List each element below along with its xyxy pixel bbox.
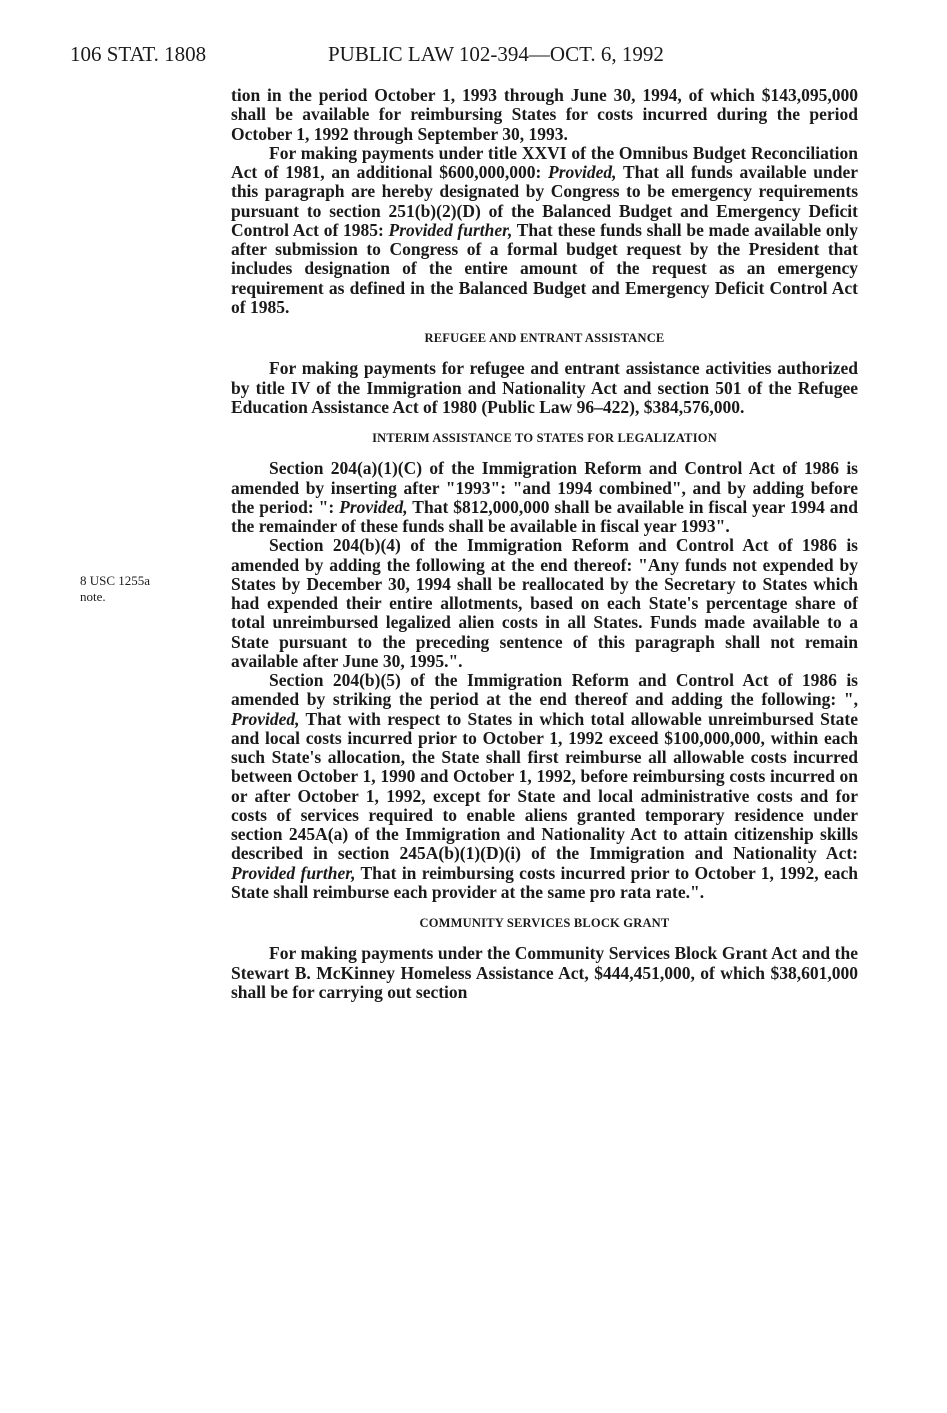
paragraph-204a: Section 204(a)(1)(C) of the Immigration Reform and Control Act of 1986 is amended by inserting after "1993": "and 1994 combined", and by adding before the period: ": Provided, That $812,000,000 shall be available in fiscal year 1994 and the remainder of these funds shall be available in fiscal year 1993". <box>231 458 858 536</box>
law-title: PUBLIC LAW 102-394—OCT. 6, 1992 <box>328 42 664 66</box>
section-heading-legalization: INTERIM ASSISTANCE TO STATES FOR LEGALIZATION <box>372 431 717 445</box>
margin-note <box>80 573 220 605</box>
paragraph-204b5: Section 204(b)(5) of the Immigration Reform and Control Act of 1986 is amended by striking the period at the end thereof and adding the following: ", Provided, That with respect to States in which total allowable unreimbursed State and local costs incurred prior to October 1, 1992 exceed $100,000,000, within each such State's allocation, the State shall first reimburse all allowable costs incurred between October 1, 1990 and October 1, 1992, before reimbursing costs incurred on or after October 1, 1992, except for State and local administrative costs and for costs of services required to enable aliens granted temporary residence under section 245A(a) of the Immigration and Nationality Act to attain citizenship skills described in section 245A(b)(1)(D)(i) of the Immigration and Nationality Act: Provided further, That in reimbursing costs incurred prior to October 1, 1992, each State shall reimburse each provider at the same pro rata rate.". <box>231 670 858 902</box>
section-heading-community: COMMUNITY SERVICES BLOCK GRANT <box>419 916 670 930</box>
body-text <box>231 86 858 1002</box>
paragraph-community: For making payments under the Community Services Block Grant Act and the Stewart B. McKinney Homeless Assistance Act, $444,451,000, of which $38,601,000 shall be for carrying out section <box>231 943 858 1002</box>
paragraph-omnibus: For making payments under title XXVI of the Omnibus Budget Reconciliation Act of 1981, an additional $600,000,000: Provided, That all funds available under this paragraph are hereby designated by Congress to be emergency requirements pursuant to section 251(b)(2)(D) of the Balanced Budget and Emergency Deficit Control Act of 1985: Provided further, That these funds shall be made available only after submission to Congress of a formal budget request by the President that includes designation of the entire amount of the request as an emergency requirement as defined in the Balanced Budget and Emergency Deficit Control Act of 1985. <box>231 142 859 317</box>
paragraph-204b4: Section 204(b)(4) of the Immigration Reform and Control Act of 1986 is amended by adding the following at the end thereof: "Any funds not expended by States by December 30, 1994 shall be reallocated by the Secretary to States which had expended their entire allotments, based on each State's percentage share of total unreimbursed legalized alien costs in all States. Funds made available to a State pursuant to the preceding sentence of this paragraph shall not remain available after June 30, 1995.". <box>231 535 858 671</box>
paragraph-refugee: For making payments for refugee and entrant assistance activities authorized by title IV of the Immigration and Nationality Act and section 501 of the Refugee Education Assistance Act of 1980 (Public Law 96–422), $384,576,000. <box>231 358 858 417</box>
page-header <box>70 42 880 68</box>
paragraph-continuation: tion in the period October 1, 1993 through June 30, 1994, of which $143,095,000 shall be available for reimbursing States for costs incurred during the period October 1, 1992 through September 30, 1993. <box>231 85 858 144</box>
stat-reference: 106 STAT. 1808 <box>70 42 207 66</box>
margin-note-suffix: note. <box>80 589 106 604</box>
section-heading-refugee: REFUGEE AND ENTRANT ASSISTANCE <box>424 331 665 345</box>
margin-note-citation: 8 USC 1255a <box>80 573 151 588</box>
